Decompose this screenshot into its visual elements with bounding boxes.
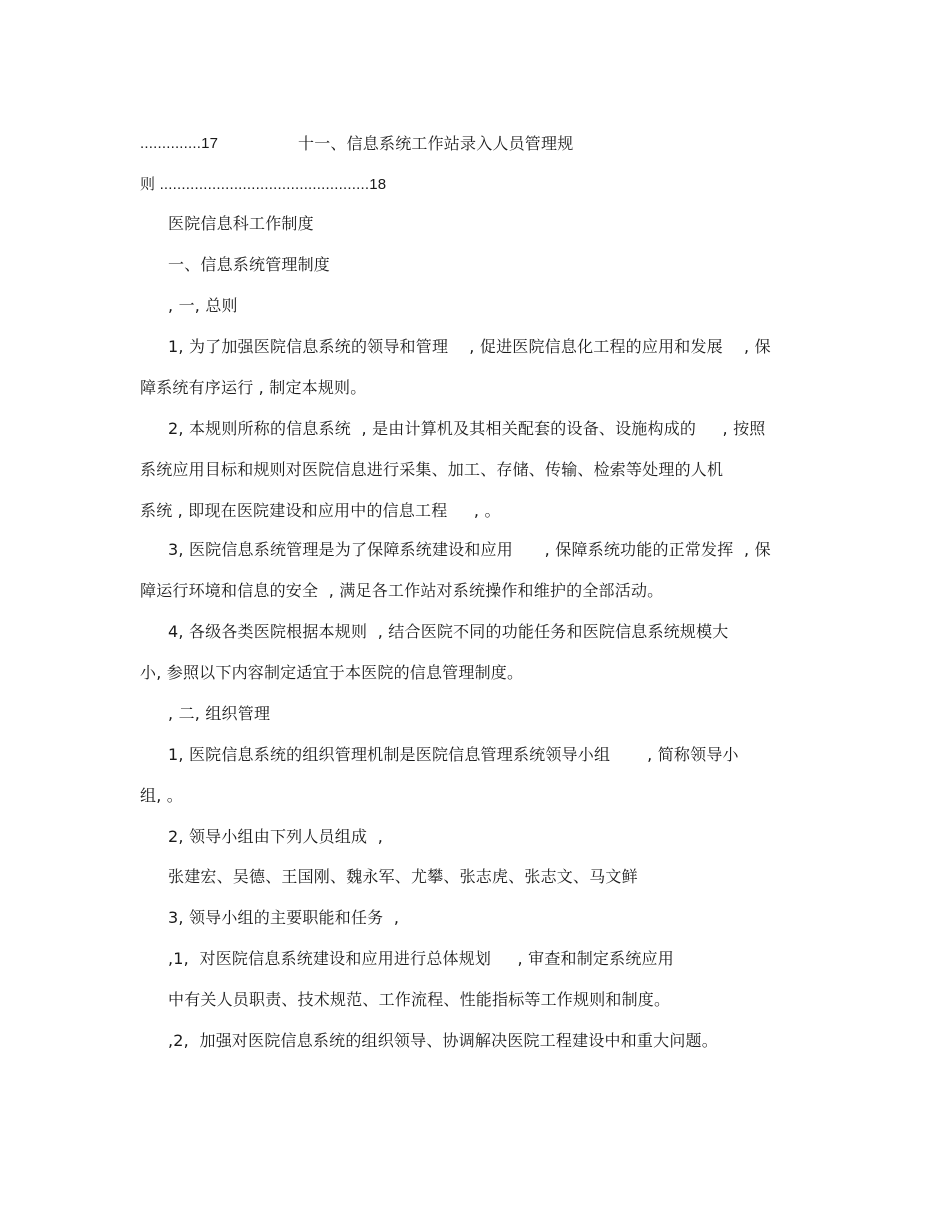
paragraph-line: 障系统有序运行 , 制定本规则。 bbox=[140, 378, 367, 397]
toc-entry-title: 十一、信息系统工作站录入人员管理规 bbox=[298, 134, 574, 153]
paragraph-line: 系统 , 即现在医院建设和应用中的信息工程 , 。 bbox=[140, 501, 501, 520]
paragraph-line: 组, 。 bbox=[140, 786, 183, 805]
toc-dots-17: ..............17 bbox=[140, 135, 219, 152]
list-item-continuation: 中有关人员职责、技术规范、工作流程、性能指标等工作规则和制度。 bbox=[168, 990, 671, 1009]
toc-entry-continuation: 则 ................................................18 bbox=[140, 176, 387, 193]
member-names: 张建宏、吴德、王国刚、魏永军、尤攀、张志虎、张志文、马文鲜 bbox=[168, 867, 638, 886]
paragraph-line: 2, 本规则所称的信息系统 , 是由计算机及其相关配套的设备、设施构成的 , 按照 bbox=[168, 419, 766, 438]
paragraph-line: 小, 参照以下内容制定适宜于本医院的信息管理制度。 bbox=[140, 663, 524, 682]
paragraph-line: 1, 医院信息系统的组织管理机制是医院信息管理系统领导小组 , 简称领导小 bbox=[168, 745, 739, 764]
list-item: ,1, 对医院信息系统建设和应用进行总体规划 , 审查和制定系统应用 bbox=[168, 949, 674, 968]
paragraph-line: 障运行环境和信息的安全 , 满足各工作站对系统操作和维护的全部活动。 bbox=[140, 581, 664, 600]
paragraph-line: 4, 各级各类医院根据本规则 , 结合医院不同的功能任务和医院信息系统规模大 bbox=[168, 622, 729, 641]
paragraph-line: 3, 医院信息系统管理是为了保障系统建设和应用 , 保障系统功能的正常发挥 , 保 bbox=[168, 540, 771, 559]
document-title: 医院信息科工作制度 bbox=[168, 214, 314, 233]
paragraph-line: 2, 领导小组由下列人员组成 , bbox=[168, 827, 384, 846]
paragraph-line: 3, 领导小组的主要职能和任务 , bbox=[168, 908, 400, 927]
paragraph-line: 1, 为了加强医院信息系统的领导和管理 , 促进医院信息化工程的应用和发展 , 保 bbox=[168, 337, 771, 356]
subsection-heading: , 二, 组织管理 bbox=[168, 704, 271, 723]
list-item: ,2, 加强对医院信息系统的组织领导、协调解决医院工程建设中和重大问题。 bbox=[168, 1031, 718, 1050]
subsection-heading: , 一, 总则 bbox=[168, 296, 238, 315]
paragraph-line: 系统应用目标和规则对医院信息进行采集、加工、存储、传输、检索等处理的人机 bbox=[140, 460, 724, 479]
section-heading: 一、信息系统管理制度 bbox=[168, 255, 331, 274]
